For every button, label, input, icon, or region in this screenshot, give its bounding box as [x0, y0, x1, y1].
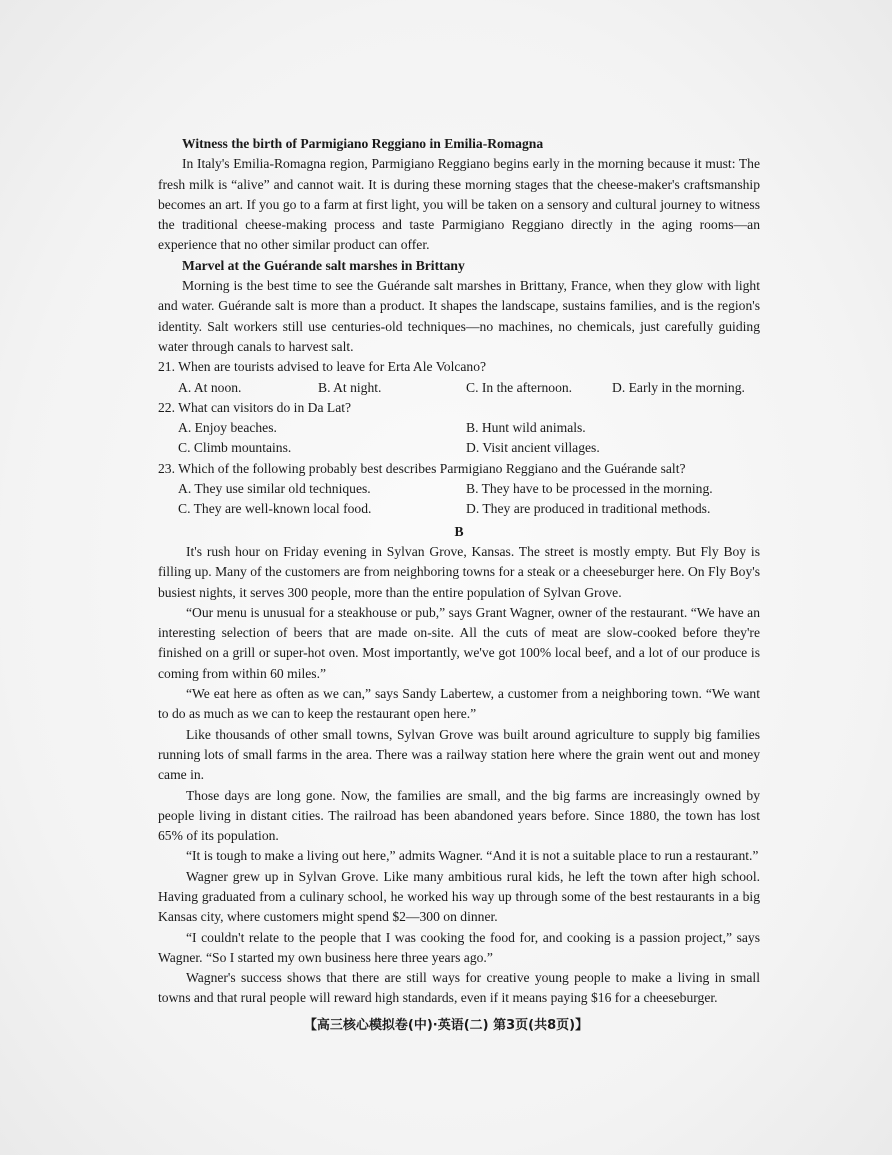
question-22: [158, 398, 760, 459]
passage-b-paragraph: It's rush hour on Friday evening in Sylvan Grove, Kansas. The street is mostly empty. But Fly Boy is filling up. Many of the customers are from neighboring towns for a steak or a cheeseburger here. On Fly Boy's busiest nights, it serves 300 people, more than the entire population of Sylvan Grove.: [158, 543, 760, 600]
page-footer: 【高三核心模拟卷(中)·英语(二) 第3页(共8页)】: [303, 1018, 589, 1033]
option-c: C. In the afternoon.: [466, 379, 573, 395]
question-stem: 23. Which of the following probably best describes Parmigiano Reggiano and the Guérande salt?: [158, 460, 686, 476]
passage-b-paragraph: Wagner grew up in Sylvan Grove. Like many ambitious rural kids, he left the town after high school. Having graduated from a culinary school, he worked his way up through some of the best restaurants in a big Kansas city, where customers might spend $2—300 on dinner.: [158, 868, 760, 925]
option-row: [158, 438, 760, 458]
passage-b-paragraph: “I couldn't relate to the people that I was cooking the food for, and cooking is a passion project,” says Wagner. “So I started my own business here three years ago.”: [158, 929, 760, 965]
option-row: [158, 479, 760, 499]
option-a: A. Enjoy beaches.: [178, 420, 277, 436]
paragraph-parmigiano: In Italy's Emilia-Romagna region, Parmigiano Reggiano begins early in the morning because it must: The fresh milk is “alive” and cannot wait. It is during these morning stages that the cheese-maker's craftsmanship becomes an art. If you go to a farm at first light, you will be taken on a sensory and cultural journey to witness the traditional cheese-making process and taste Parmigiano Reggiano directly in the aging rooms—an experience that no other similar product can offer.: [158, 156, 760, 253]
page-content: [158, 134, 760, 1009]
passage-b-paragraph: “We eat here as often as we can,” says Sandy Labertew, a customer from a neighboring town. “We want to do as much as we can to keep the restaurant open here.”: [158, 686, 760, 722]
passage-b-paragraph: Wagner's success shows that there are still ways for creative young people to make a living in small towns and that rural people will reward high standards, even if it means paying $16 for a cheeseburger.: [158, 970, 760, 1006]
option-b: B. Hunt wild animals.: [466, 420, 586, 436]
question-21: [158, 357, 760, 398]
passage-b-paragraph: “It is tough to make a living out here,” admits Wagner. “And it is not a suitable place to run a restaurant.”: [186, 848, 759, 864]
passage-b-paragraph: Those days are long gone. Now, the families are small, and the big farms are increasingly owned by people living in distant cities. The railroad has been abandoned years before. Since 1880, the town has lost 65% of its population.: [158, 787, 760, 844]
option-c: C. They are well-known local food.: [178, 501, 372, 517]
option-a: A. At noon.: [178, 379, 242, 395]
passage-b-paragraph: Like thousands of other small towns, Sylvan Grove was built around agriculture to supply big families running lots of small farms in the area. There was a railway station here where the grain went out and money came in.: [158, 726, 760, 783]
option-c: C. Climb mountains.: [178, 440, 292, 456]
option-a: A. They use similar old techniques.: [178, 481, 371, 497]
option-b: B. At night.: [318, 379, 382, 395]
question-stem: 22. What can visitors do in Da Lat?: [158, 399, 352, 415]
option-d: D. They are produced in traditional methods.: [466, 501, 711, 517]
heading-guerande: Marvel at the Guérande salt marshes in Brittany: [182, 257, 465, 273]
option-d: D. Early in the morning.: [612, 379, 745, 395]
option-d: D. Visit ancient villages.: [466, 440, 600, 456]
question-stem: 21. When are tourists advised to leave for Erta Ale Volcano?: [158, 359, 487, 375]
heading-parmigiano: Witness the birth of Parmigiano Reggiano in Emilia-Romagna: [182, 136, 544, 151]
passage-b-paragraph: “Our menu is unusual for a steakhouse or pub,” says Grant Wagner, owner of the restaurant. “We have an interesting selection of beers that are made on-site. All the cuts of meat are slow-cooked before they're finished on a grill or super-hot oven. Most importantly, we've got 100% local beef, and a lot of our produce is coming from within 60 miles.”: [158, 604, 760, 681]
option-row: [158, 499, 760, 519]
option-b: B. They have to be processed in the morning.: [466, 481, 713, 497]
option-row: [158, 418, 760, 438]
option-row: [158, 378, 760, 398]
section-b-label: B: [454, 523, 464, 539]
question-23: [158, 459, 760, 520]
paragraph-guerande: Morning is the best time to see the Guérande salt marshes in Brittany, France, when they glow with light and water. Guérande salt is more than a product. It shapes the landscape, sustains families, and is the region's identity. Salt workers still use centuries-old techniques—no machines, no chemicals, just carefully guiding water through canals to harvest salt.: [158, 278, 760, 354]
